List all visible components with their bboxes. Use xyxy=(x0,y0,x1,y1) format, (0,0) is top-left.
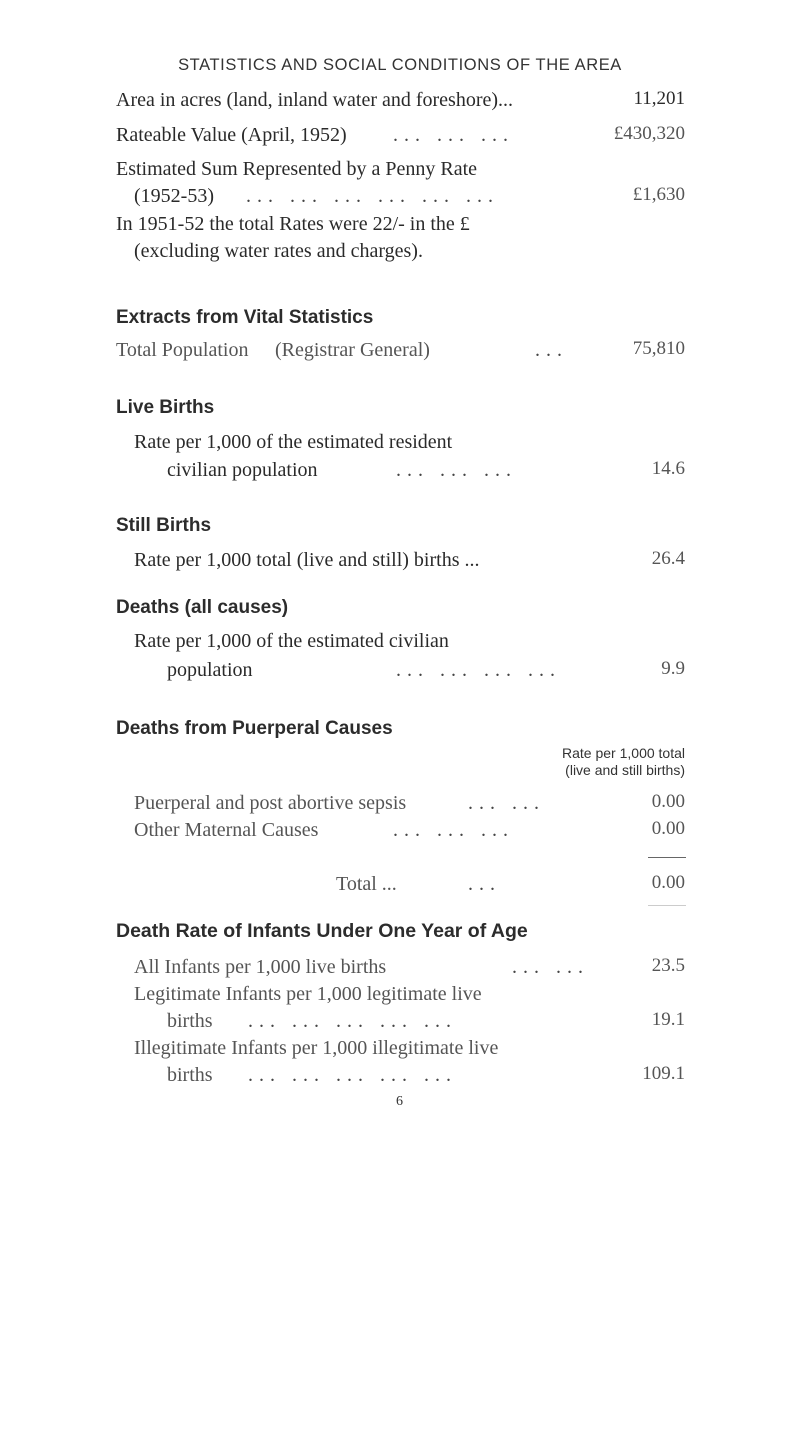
rates-note-line1: In 1951-52 the total Rates were 22/- in the £ xyxy=(116,213,470,235)
puerperal-column-note-line1: Rate per 1,000 total xyxy=(562,745,685,761)
deaths-heading: Deaths (all causes) xyxy=(116,597,289,618)
infant-illegitimate-label-line1: Illegitimate Infants per 1,000 illegitimate live xyxy=(134,1037,499,1059)
page-header: STATISTICS AND SOCIAL CONDITIONS OF THE AREA xyxy=(178,56,622,74)
total-population-dots: ... xyxy=(535,339,568,361)
vital-statistics-heading: Extracts from Vital Statistics xyxy=(116,307,374,328)
divider xyxy=(648,905,686,906)
penny-rate-value: £1,630 xyxy=(632,184,685,205)
infant-illegitimate-value: 109.1 xyxy=(642,1063,685,1084)
infant-legitimate-value: 19.1 xyxy=(651,1009,685,1030)
infant-all-label: All Infants per 1,000 live births xyxy=(134,956,387,978)
puerperal-total-label: Total ... xyxy=(336,873,397,895)
puerperal-row-dots: ... ... xyxy=(468,792,545,814)
infant-deaths-heading: Death Rate of Infants Under One Year of Age xyxy=(116,920,528,942)
total-population-label: Total Population xyxy=(116,339,249,361)
total-rule xyxy=(648,857,686,858)
penny-rate-label-line1: Estimated Sum Represented by a Penny Rate xyxy=(116,158,478,180)
deaths-dots: ... ... ... ... xyxy=(396,659,561,681)
live-births-label-line2: civilian population xyxy=(167,459,318,481)
live-births-dots: ... ... ... xyxy=(396,459,517,481)
live-births-heading: Live Births xyxy=(116,397,215,418)
puerperal-total-dots: ... xyxy=(468,873,501,895)
puerperal-row-value: 0.00 xyxy=(651,818,685,839)
infant-legitimate-label-line2: births xyxy=(167,1010,213,1032)
puerperal-heading: Deaths from Puerperal Causes xyxy=(116,718,393,739)
puerperal-column-note-line2: (live and still births) xyxy=(565,762,685,778)
rateable-value-label: Rateable Value (April, 1952) xyxy=(116,124,347,146)
infant-illegitimate-label-line2: births xyxy=(167,1064,213,1086)
infant-legitimate-dots: ... ... ... ... ... xyxy=(248,1010,457,1032)
deaths-label-line2: population xyxy=(167,659,253,681)
total-population-source: (Registrar General) xyxy=(275,339,430,361)
still-births-heading: Still Births xyxy=(116,515,212,536)
live-births-label-line1: Rate per 1,000 of the estimated resident xyxy=(134,431,453,453)
live-births-value: 14.6 xyxy=(651,458,685,479)
puerperal-row-label: Puerperal and post abortive sepsis xyxy=(134,792,407,814)
area-label: Area in acres (land, inland water and foreshore)... xyxy=(116,89,514,111)
still-births-label: Rate per 1,000 total (live and still) births ... xyxy=(134,549,480,571)
infant-all-dots: ... ... xyxy=(512,956,589,978)
penny-rate-dots: ... ... ... ... ... ... xyxy=(246,185,499,207)
deaths-value: 9.9 xyxy=(661,658,685,679)
rates-note-line2: (excluding water rates and charges). xyxy=(134,240,423,262)
puerperal-row-dots: ... ... ... xyxy=(393,819,514,841)
rateable-value-dots: ... ... ... xyxy=(393,124,514,146)
puerperal-total-value: 0.00 xyxy=(651,872,685,893)
infant-illegitimate-dots: ... ... ... ... ... xyxy=(248,1064,457,1086)
page-number: 6 xyxy=(396,1094,403,1109)
penny-rate-label-line2: (1952-53) xyxy=(134,185,214,207)
puerperal-row-value: 0.00 xyxy=(651,791,685,812)
rateable-value-value: £430,320 xyxy=(613,123,685,144)
infant-legitimate-label-line1: Legitimate Infants per 1,000 legitimate live xyxy=(134,983,482,1005)
area-value: 11,201 xyxy=(633,88,685,109)
infant-all-value: 23.5 xyxy=(651,955,685,976)
total-population-value: 75,810 xyxy=(632,338,685,359)
puerperal-row-label: Other Maternal Causes xyxy=(134,819,319,841)
deaths-label-line1: Rate per 1,000 of the estimated civilian xyxy=(134,630,449,652)
still-births-value: 26.4 xyxy=(651,548,685,569)
